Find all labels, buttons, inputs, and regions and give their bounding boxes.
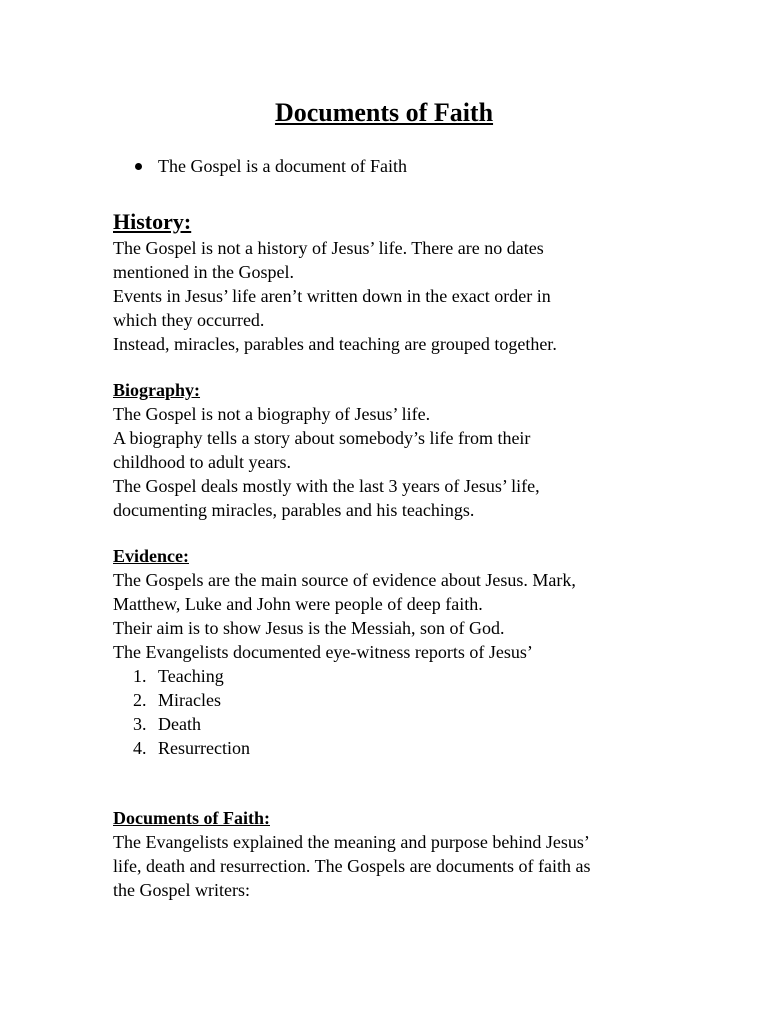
numbered-item [113,736,673,760]
biography-line: A biography tells a story about somebody’s life from their [113,428,531,448]
item-number: 1. [133,666,147,686]
history-line: The Gospel is not a history of Jesus’ life. There are no dates [113,238,544,258]
item-text: Resurrection [158,738,250,758]
history-line: Events in Jesus’ life aren’t written down in the exact order in [113,286,551,306]
evidence-line: Their aim is to show Jesus is the Messiah, son of God. [113,618,505,638]
item-text: Teaching [158,666,224,686]
biography-line: The Gospel is not a biography of Jesus’ life. [113,404,431,424]
item-text: Miracles [158,690,221,710]
bullet-item: The Gospel is a document of Faith [113,154,673,178]
documents-of-faith-section [113,806,673,902]
item-text: Death [158,714,201,734]
numbered-item [113,712,673,736]
biography-line: The Gospel deals mostly with the last 3 years of Jesus’ life, [113,476,540,496]
evidence-heading: Evidence: [113,546,189,566]
evidence-section [113,544,673,760]
intro-bullet-list [113,154,673,178]
documents-line: The Evangelists explained the meaning and purpose behind Jesus’ [113,832,590,852]
item-number: 3. [133,714,147,734]
history-line: Instead, miracles, parables and teaching are grouped together. [113,334,557,354]
biography-section [113,378,673,522]
evidence-line: Matthew, Luke and John were people of deep faith. [113,594,483,614]
history-line: mentioned in the Gospel. [113,262,294,282]
item-number: 2. [133,690,147,710]
evidence-line: The Evangelists documented eye-witness reports of Jesus’ [113,642,533,662]
history-heading: History: [113,209,192,234]
biography-line: childhood to adult years. [113,452,291,472]
document-title: Documents of Faith [274,98,494,127]
item-number: 4. [133,738,147,758]
documents-line: life, death and resurrection. The Gospels are documents of faith as [113,856,591,876]
numbered-item [113,664,673,688]
history-section [113,208,673,356]
biography-heading: Biography: [113,380,201,400]
documents-heading: Documents of Faith: [113,808,270,828]
evidence-line: The Gospels are the main source of evidence about Jesus. Mark, [113,570,576,590]
documents-line: the Gospel writers: [113,880,250,900]
history-line: which they occurred. [113,310,265,330]
numbered-item [113,688,673,712]
biography-line: documenting miracles, parables and his teachings. [113,500,475,520]
evidence-numbered-list [113,664,673,760]
